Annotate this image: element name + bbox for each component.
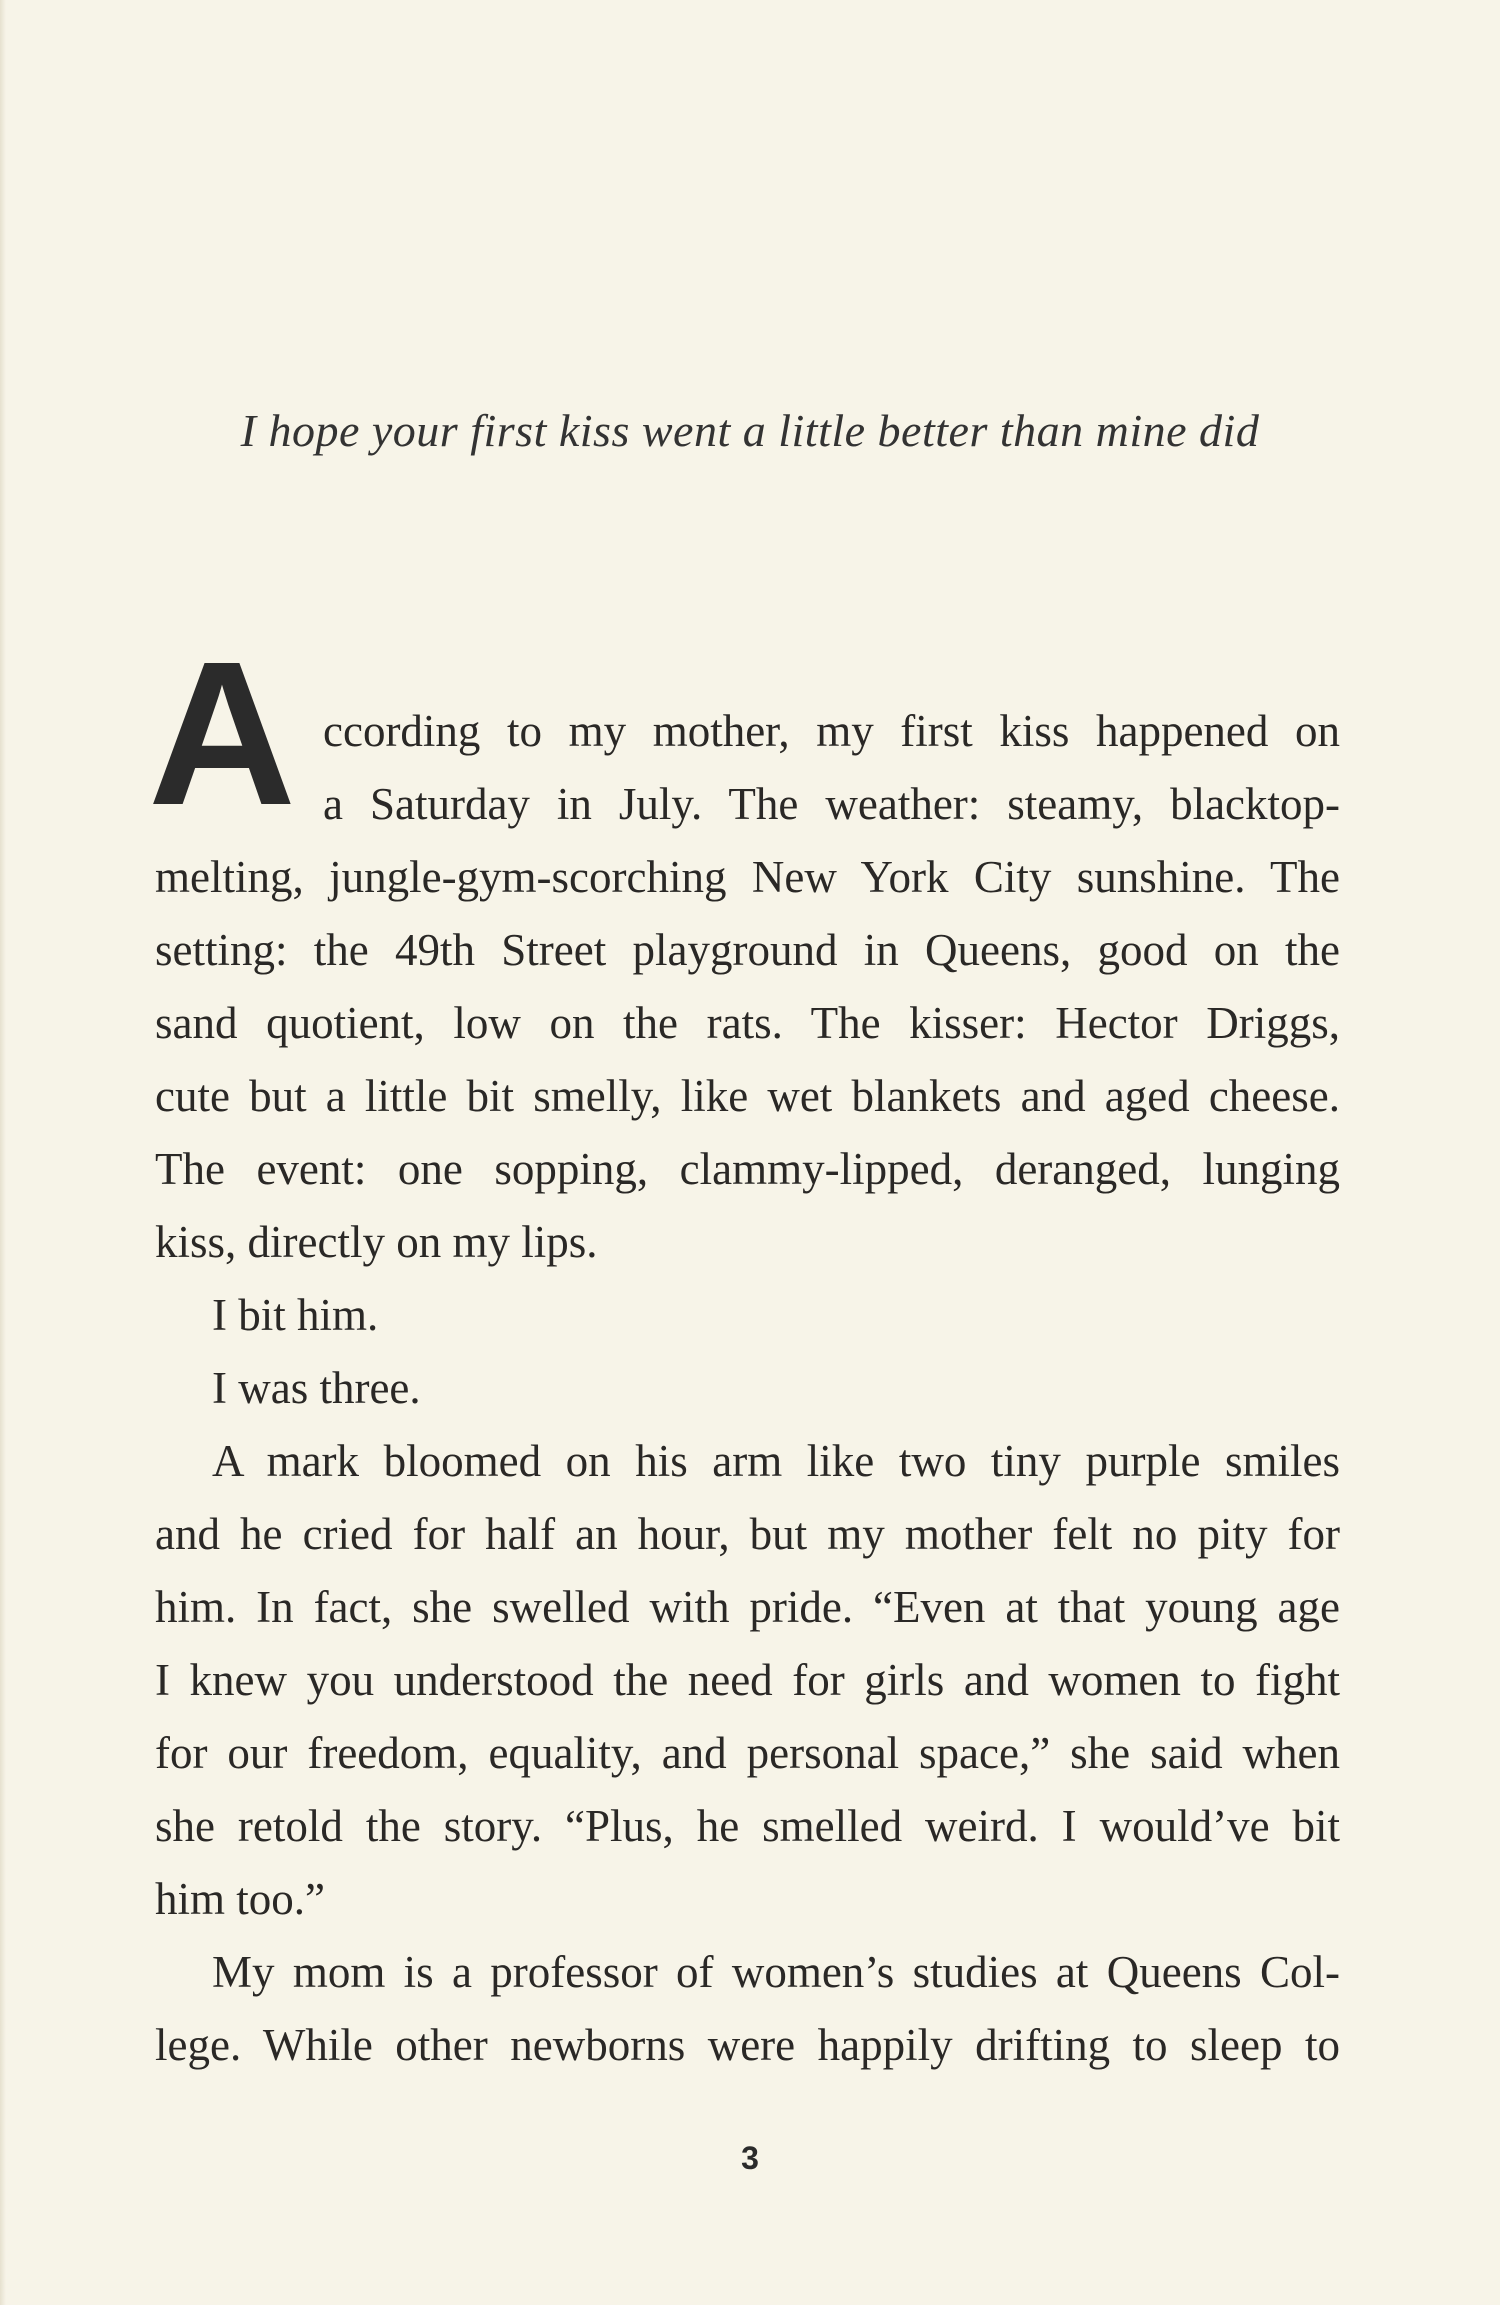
text-line: A mark bloomed on his arm like two tiny purple smiles xyxy=(212,1436,1340,1486)
text-line: I knew you understood the need for girls and women to fight xyxy=(155,1655,1340,1705)
text-line: and he cried for half an hour, but my mother felt no pity for xyxy=(155,1509,1340,1559)
text-line: The event: one sopping, clammy-lipped, deranged, lunging xyxy=(155,1144,1340,1194)
text-line: cute but a little bit smelly, like wet blankets and aged cheese. xyxy=(155,1071,1340,1121)
text-line: sand quotient, low on the rats. The kisser: Hector Driggs, xyxy=(155,998,1340,1048)
text-line: I bit him. xyxy=(212,1290,379,1340)
chapter-epigraph: I hope your first kiss went a little better than mine did xyxy=(240,405,1260,456)
text-line: for our freedom, equality, and personal space,” she said when xyxy=(155,1728,1340,1778)
text-line: lege. While other newborns were happily drifting to sleep to xyxy=(155,2020,1340,2070)
page-edge xyxy=(0,0,6,2305)
text-line: a Saturday in July. The weather: steamy, blacktop- xyxy=(323,779,1340,829)
text-line: him too.” xyxy=(155,1874,325,1924)
text-line: kiss, directly on my lips. xyxy=(155,1217,598,1267)
text-line: she retold the story. “Plus, he smelled weird. I would’ve bit xyxy=(155,1801,1340,1851)
text-line: him. In fact, she swelled with pride. “Even at that young age xyxy=(155,1582,1340,1632)
drop-cap: A xyxy=(148,619,297,848)
text-line: My mom is a professor of women’s studies at Queens Col- xyxy=(212,1947,1340,1997)
page-number: 3 xyxy=(741,2140,759,2176)
text-line: ccording to my mother, my first kiss happened on xyxy=(323,706,1340,756)
text-line: melting, jungle-gym-scorching New York City sunshine. The xyxy=(155,852,1340,902)
text-line: I was three. xyxy=(212,1363,421,1413)
text-line: setting: the 49th Street playground in Queens, good on the xyxy=(155,925,1340,975)
